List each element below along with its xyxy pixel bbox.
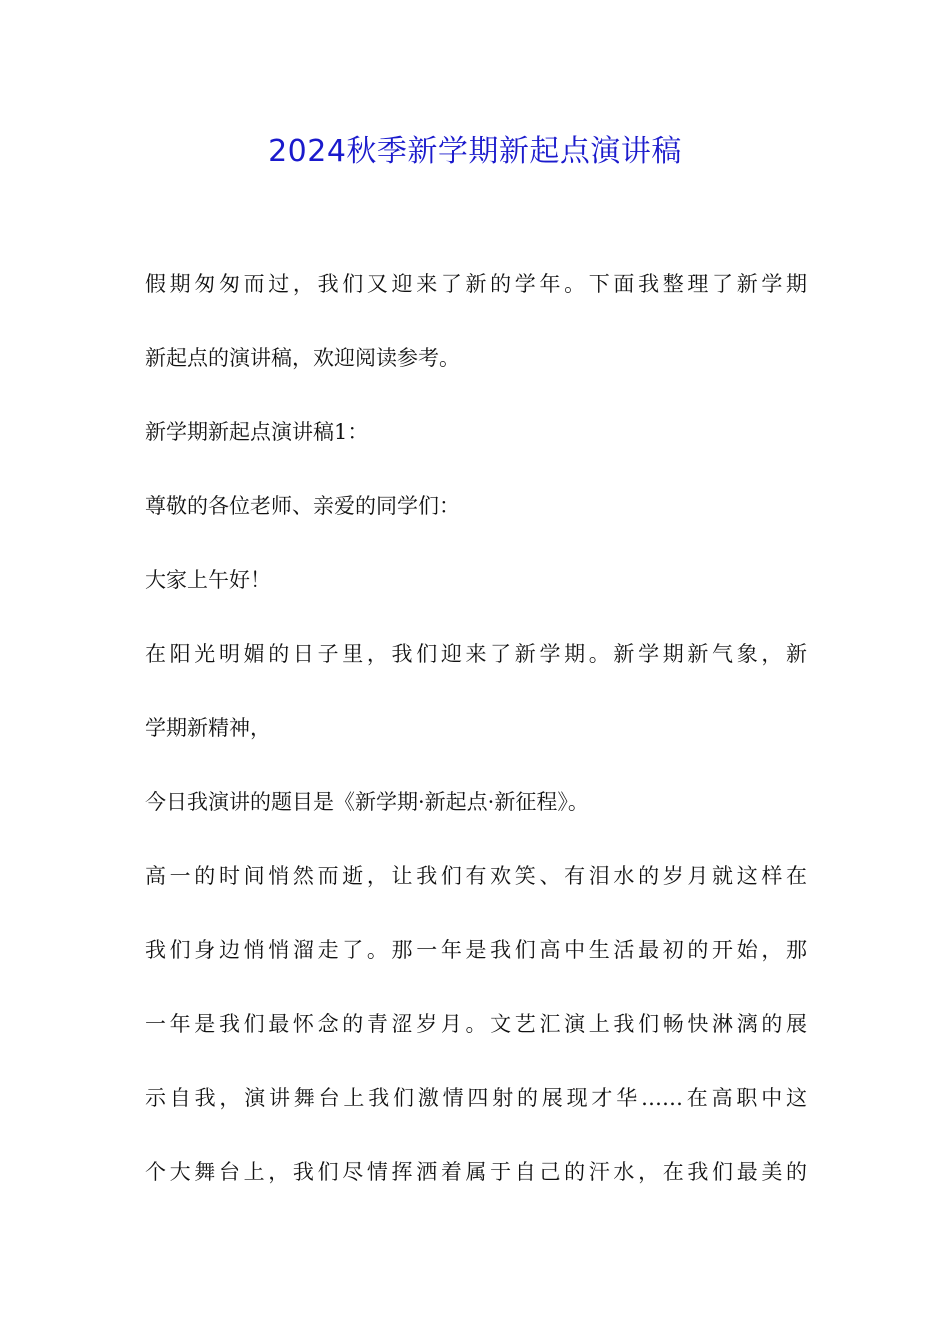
paragraph-line: 高一的时间悄然而逝，让我们有欢笑、有泪水的岁月就这样在: [145, 864, 807, 888]
paragraph-line: 示自我，演讲舞台上我们激情四射的展现才华……在高职中这: [145, 1086, 807, 1110]
section-heading: 新学期新起点演讲稿1：: [145, 420, 369, 444]
greeting: 大家上午好！: [145, 568, 271, 592]
speech-topic: 今日我演讲的题目是《新学期·新起点·新征程》。: [145, 790, 589, 814]
salutation: 尊敬的各位老师、亲爱的同学们：: [145, 494, 460, 518]
paragraph-line: 新起点的演讲稿，欢迎阅读参考。: [145, 346, 460, 370]
paragraph-line: 在阳光明媚的日子里，我们迎来了新学期。新学期新气象，新: [145, 642, 807, 666]
paragraph-line: 一年是我们最怀念的青涩岁月。文艺汇演上我们畅快淋漓的展: [145, 1012, 807, 1036]
document-title: 2024秋季新学期新起点演讲稿: [268, 134, 682, 169]
document-body: [145, 262, 807, 1224]
paragraph-line: 假期匆匆而过，我们又迎来了新的学年。下面我整理了新学期: [145, 272, 807, 296]
paragraph-line: 个大舞台上，我们尽情挥洒着属于自己的汗水，在我们最美的: [145, 1160, 807, 1184]
paragraph-line: 学期新精神，: [145, 716, 271, 740]
paragraph-line: 我们身边悄悄溜走了。那一年是我们高中生活最初的开始，那: [145, 938, 807, 962]
